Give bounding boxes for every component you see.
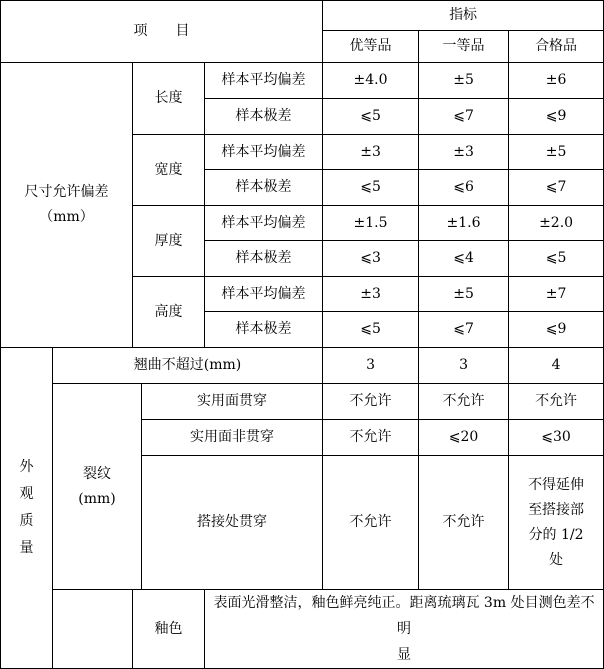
appearance-label-char: 观 — [19, 486, 34, 502]
grade-header-qualified: 合格品 — [509, 31, 604, 63]
header-item-cell — [1, 1, 323, 63]
value-cell: ±3 — [323, 277, 419, 312]
value-cell: ±5 — [419, 277, 509, 312]
metric-label: 样本平均偏差 — [205, 63, 323, 99]
value-cell: ±1.5 — [323, 206, 419, 241]
group-length-label: 长度 — [133, 63, 205, 135]
value-cell-multiline — [509, 456, 604, 590]
value-cell: ⩽5 — [323, 170, 419, 206]
value-cell: ±5 — [419, 63, 509, 99]
value-cell: ⩽30 — [509, 420, 604, 456]
metric-label: 实用面贯穿 — [142, 384, 323, 420]
appearance-label-cell — [1, 348, 53, 669]
header-indicator-cell — [323, 1, 604, 31]
value-cell: ±4.0 — [323, 63, 419, 99]
crack-label-cell — [53, 384, 142, 590]
value-cell: ⩽5 — [323, 312, 419, 348]
metric-label: 实用面非贯穿 — [142, 420, 323, 456]
value-cell: 4 — [509, 348, 604, 384]
appearance-label-char: 外 — [19, 459, 34, 475]
group-thickness-label: 厚度 — [133, 206, 205, 277]
value-cell: 3 — [419, 348, 509, 384]
metric-label: 样本平均偏差 — [205, 206, 323, 241]
warp-label: 翘曲不超过(mm) — [53, 348, 323, 384]
value-cell: ±1.6 — [419, 206, 509, 241]
value-cell: 3 — [323, 348, 419, 384]
glaze-empty-cell — [53, 590, 133, 669]
group-width-label: 宽度 — [133, 135, 205, 206]
value-line: 不得延伸 — [528, 476, 585, 493]
value-line: 分的 1/2 — [528, 526, 584, 543]
appearance-label-char: 质 — [19, 513, 34, 529]
value-cell: ⩽5 — [509, 241, 604, 277]
value-cell: ⩽20 — [419, 420, 509, 456]
glaze-description-line: 表面光滑整洁，釉色鲜亮纯正。距离琉璃瓦 3m 处目测色差不明 — [213, 595, 595, 637]
metric-label: 样本极差 — [205, 241, 323, 277]
value-cell: ±5 — [509, 135, 604, 170]
metric-label: 样本极差 — [205, 99, 323, 135]
value-cell: ±2.0 — [509, 206, 604, 241]
value-cell: ±6 — [509, 63, 604, 99]
group-height-label: 高度 — [133, 277, 205, 348]
value-cell: ±3 — [419, 135, 509, 170]
value-cell: ⩽7 — [419, 99, 509, 135]
metric-label: 样本极差 — [205, 312, 323, 348]
glaze-label: 釉色 — [133, 590, 205, 669]
crack-label: 裂纹 — [83, 465, 111, 482]
metric-label: 样本平均偏差 — [205, 135, 323, 170]
value-cell: ⩽4 — [419, 241, 509, 277]
header-indicator-label: 指标 — [449, 7, 478, 23]
size-deviation-unit: （mm） — [39, 209, 94, 225]
size-deviation-label: 尺寸允许偏差 — [24, 184, 109, 200]
appearance-label-char: 量 — [19, 540, 34, 556]
value-cell: ⩽6 — [419, 170, 509, 206]
value-cell: 不允许 — [323, 384, 419, 420]
value-cell: ±3 — [323, 135, 419, 170]
size-deviation-label-cell — [1, 63, 133, 348]
value-cell: 不允许 — [419, 384, 509, 420]
value-cell: ±7 — [509, 277, 604, 312]
value-cell: ⩽7 — [509, 170, 604, 206]
value-cell: 不允许 — [323, 456, 419, 590]
value-cell: 不允许 — [419, 456, 509, 590]
crack-unit: (mm) — [78, 490, 116, 507]
glaze-description-line: 显 — [397, 647, 412, 663]
value-cell: 不允许 — [323, 420, 419, 456]
glaze-description-cell — [205, 590, 604, 669]
value-cell: ⩽3 — [323, 241, 419, 277]
value-cell: ⩽7 — [419, 312, 509, 348]
value-cell: ⩽9 — [509, 99, 604, 135]
metric-label: 样本极差 — [205, 170, 323, 206]
value-cell: 不允许 — [509, 384, 604, 420]
header-item-label: 项 目 — [133, 23, 190, 39]
metric-label: 样本平均偏差 — [205, 277, 323, 312]
metric-label: 搭接处贯穿 — [142, 456, 323, 590]
value-line: 处 — [549, 551, 564, 568]
grade-header-premium: 优等品 — [323, 31, 419, 63]
value-cell: ⩽5 — [323, 99, 419, 135]
value-cell: ⩽9 — [509, 312, 604, 348]
value-line: 至搭接部 — [528, 501, 585, 518]
grade-header-first: 一等品 — [419, 31, 509, 63]
